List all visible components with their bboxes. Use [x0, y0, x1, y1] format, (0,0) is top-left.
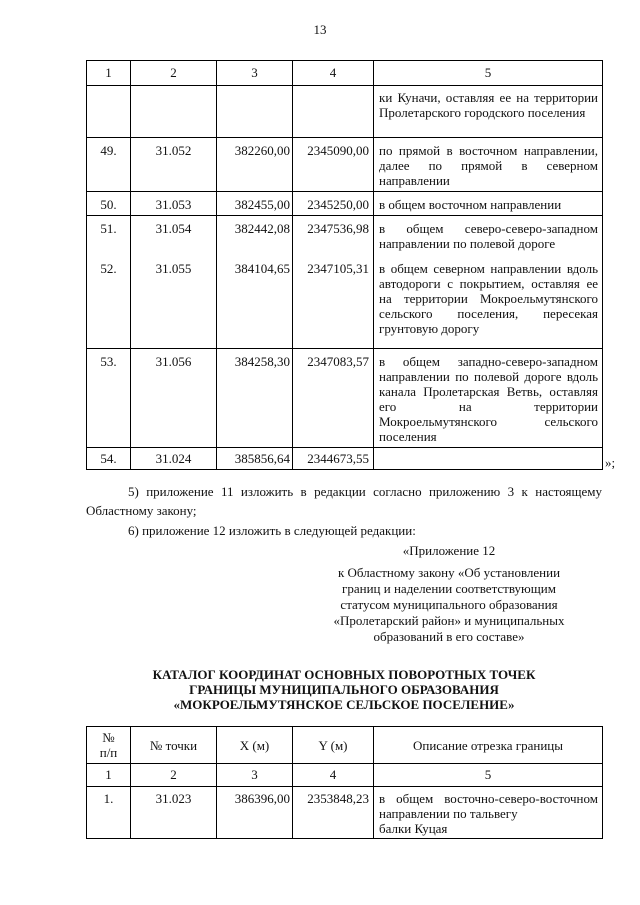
- table-row: [87, 86, 603, 138]
- row-x: 382260,00: [217, 138, 293, 192]
- row-point: 31.053: [131, 192, 217, 216]
- row-description: по прямой в восточном направлении, далее по прямой в северном направлении: [374, 138, 603, 192]
- numbering-cell: 3: [217, 764, 293, 787]
- row-point: 31.023: [131, 787, 217, 839]
- table-row: [87, 216, 603, 256]
- table-row: [87, 138, 603, 192]
- row-description: [374, 787, 603, 839]
- row-x: 382442,08: [217, 216, 293, 256]
- row-x: 384258,30: [217, 349, 293, 448]
- appendix-title: «Приложение 12: [402, 543, 496, 558]
- table-numbering-row: [87, 764, 603, 787]
- row-number: 53.: [87, 349, 131, 448]
- row-description: в общем северо-северо-западном направлении по полевой дороге: [374, 216, 603, 256]
- table-header-row: [87, 727, 603, 764]
- catalog-title-line: «МОКРОЕЛЬМУТЯНСКОЕ СЕЛЬСКОЕ ПОСЕЛЕНИЕ»: [173, 697, 515, 712]
- numbering-cell: 2: [131, 764, 217, 787]
- appendix-line: к Областному закону «Об установлении: [337, 565, 561, 580]
- numbering-cell: 1: [87, 764, 131, 787]
- row-description-end: балки Куцая: [379, 821, 448, 836]
- paragraph-item-5: 5) приложение 11 изложить в редакции согласно приложению 3 к настоящему Областному закону;: [86, 484, 602, 518]
- appendix-line: границ и наделении соответствующим: [342, 581, 556, 596]
- closing-quote: »;: [605, 455, 616, 470]
- appendix-line: образований в его составе»: [373, 629, 525, 644]
- header-cell: 4: [293, 61, 374, 86]
- table-row: [87, 349, 603, 448]
- row-y: 2347083,57: [293, 349, 374, 448]
- row-number: 49.: [87, 138, 131, 192]
- row-number: 51.: [87, 216, 131, 256]
- row-x: 382455,00: [217, 192, 293, 216]
- row-y: 2345090,00: [293, 138, 374, 192]
- appendix-line: статусом муниципального образования: [340, 597, 558, 612]
- header-cell: 3: [217, 61, 293, 86]
- header-y: Y (м): [293, 727, 374, 764]
- header-cell: 5: [374, 61, 603, 86]
- row-description: в общем восточном направлении: [374, 192, 603, 216]
- appendix-line: «Пролетарский район» и муниципальных: [333, 613, 565, 628]
- paragraph-item-6: 6) приложение 12 изложить в следующей редакции:: [128, 523, 416, 538]
- catalog-title: [86, 667, 602, 712]
- row-x: 386396,00: [217, 787, 293, 839]
- page-number: 13: [313, 22, 327, 37]
- table-row: [87, 787, 603, 839]
- row-point: 31.024: [131, 448, 217, 470]
- row-y: 2344673,55: [293, 448, 374, 470]
- catalog-title-line: КАТАЛОГ КООРДИНАТ ОСНОВНЫХ ПОВОРОТНЫХ ТОЧЕК: [152, 667, 536, 682]
- row-number: 1.: [87, 787, 131, 839]
- header-number-line: п/п: [99, 745, 118, 760]
- header-number-line: №: [102, 730, 115, 745]
- table-row: [87, 256, 603, 349]
- header-number: [87, 727, 131, 764]
- row-number: 52.: [87, 256, 131, 349]
- row-number: 54.: [87, 448, 131, 470]
- coordinates-table-continued: [86, 60, 603, 470]
- table-row: [87, 448, 603, 470]
- appendix-header: [296, 543, 602, 645]
- row-point: 31.055: [131, 256, 217, 349]
- row-y: 2353848,23: [293, 787, 374, 839]
- row-y: 2347105,31: [293, 256, 374, 349]
- row-point: 31.052: [131, 138, 217, 192]
- header-x: X (м): [217, 727, 293, 764]
- row-y: 2347536,98: [293, 216, 374, 256]
- table-header-row: [87, 61, 603, 86]
- row-description-main: в общем восточно-северо-восточном направлении по тальвегу: [379, 791, 598, 821]
- header-description: Описание отрезка границы: [374, 727, 603, 764]
- row-description: ки Куначи, оставляя ее на территории Пролетарского городского поселения: [374, 86, 603, 138]
- row-point: 31.054: [131, 216, 217, 256]
- row-description: в общем северном направлении вдоль автодороги с покрытием, оставляя ее на территории Мокроельмутянского сельского поселения, пересекая грунтовую дорогу: [374, 256, 603, 349]
- row-description: [374, 448, 603, 470]
- header-point: № точки: [131, 727, 217, 764]
- table-row: [87, 192, 603, 216]
- catalog-title-line: ГРАНИЦЫ МУНИЦИПАЛЬНОГО ОБРАЗОВАНИЯ: [189, 682, 499, 697]
- row-x: 385856,64: [217, 448, 293, 470]
- row-x: 384104,65: [217, 256, 293, 349]
- coordinates-catalog-table: [86, 726, 603, 839]
- numbering-cell: 4: [293, 764, 374, 787]
- header-cell: 1: [87, 61, 131, 86]
- row-y: 2345250,00: [293, 192, 374, 216]
- row-point: 31.056: [131, 349, 217, 448]
- numbering-cell: 5: [374, 764, 603, 787]
- header-cell: 2: [131, 61, 217, 86]
- row-number: 50.: [87, 192, 131, 216]
- row-description: в общем западно-северо-западном направлении по полевой дороге вдоль канала Пролетарская Ветвь, оставляя его на территории Мокроельмутянского сельского поселения: [374, 349, 603, 448]
